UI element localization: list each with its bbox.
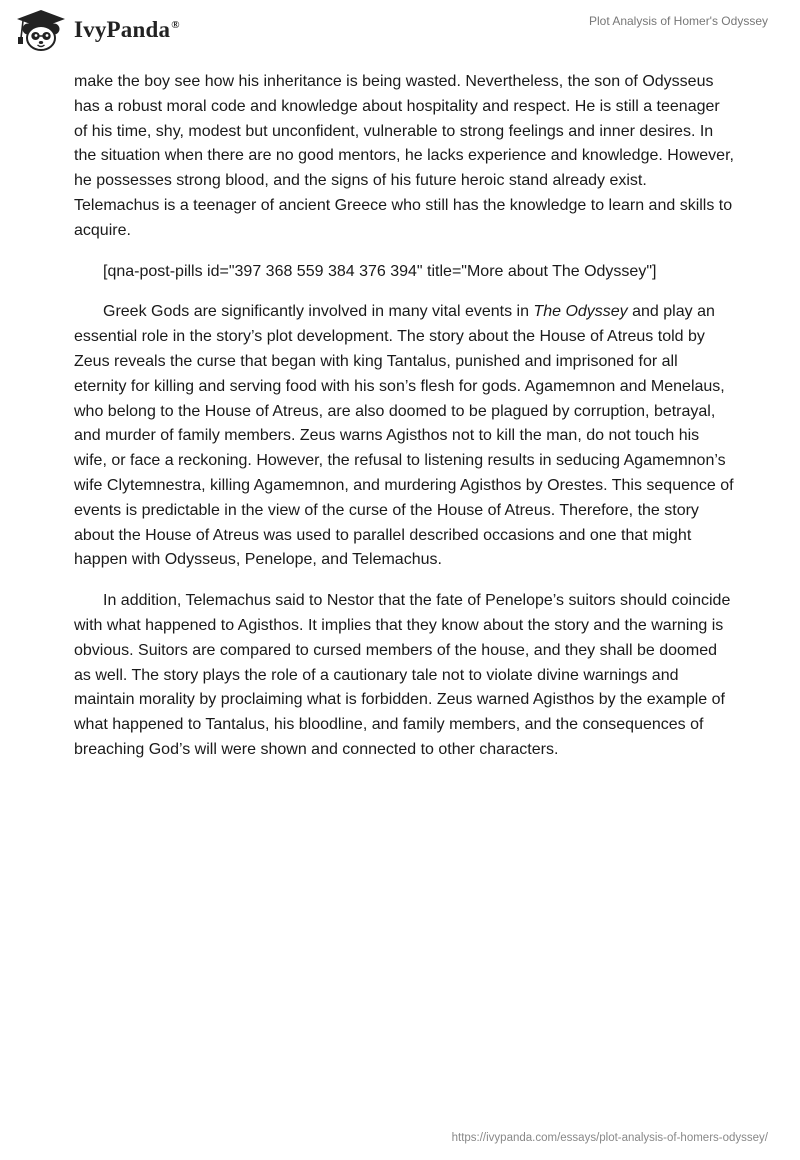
paragraph-3: In addition, Telemachus said to Nestor that the fate of Penelope’s suitors should coincide with what happened to Agisthos. It implies that they know about the story and the warning is obvious. Suitors are compared to cursed members of the house, and they shall be doomed as well. The story plays the role of a cautionary tale not to violate divine warnings and maintain morality by proclaiming what is forbidden. Zeus warned Agisthos by the example of what happened to Tantalus, his bloodline, and family members, and the consequences of breaching God’s will were shown and connected to other characters. [74,592,731,758]
paragraph-1: make the boy see how his inheritance is being wasted. Nevertheless, the son of Odysseus has a robust moral code and knowledge about hospitality and respect. He is still a teenager of his time, shy, modest but unconfident, vulnerable to strong feelings and inner desires. In the situation when there are no good mentors, he lacks experience and knowledge. However, he possesses strong blood, and the signs of his future heroic stand already exist. Telemachus is a teenager of ancient Greece who still has the knowledge to learn and skills to acquire. [74,73,734,239]
essay-body [74,70,734,779]
document-title: Plot Analysis of Homer's Odyssey [588,14,768,28]
brand-name: IvyPanda® [74,17,180,42]
book-title-italic: The Odyssey [533,303,628,321]
paragraph-2-start: Greek Gods are significantly involved in many vital events in [103,303,534,321]
paragraph-2-rest: and play an essential role in the story’s plot development. The story about the House of Atreus told by Zeus reveals the curse that began with king Tantalus, punished and imprisoned for all eternity for killing and serving food with his son’s flesh for gods. Agamemnon and Menelaus, who belong to the House of Atreus, are also doomed to be plagued by corruption, betrayal, and murder of family members. Zeus warns Agisthos not to kill the man, do not touch his wife, or face a reckoning. However, the refusal to listening results in seducing Agamemnon’s wife Clytemnestra, killing Agamemnon, and murdering Agisthos by Orestes. This sequence of events is predictable in the view of the curse of the House of Atreus. Therefore, the story about the House of Atreus was used to parallel described occasions and one that might happen with Odysseus, Penelope, and Telemachus. [74,303,734,569]
shortcode-line: [qna-post-pills id="397 368 559 384 376 394" title="More about The Odyssey"] [103,262,657,280]
source-url[interactable]: https://ivypanda.com/essays/plot-analysis-of-homers-odyssey/ [451,1132,768,1144]
panda-graduate-icon [14,8,68,52]
page-header [0,0,800,70]
brand-logo[interactable] [14,8,180,52]
paragraph-2 [74,300,734,573]
